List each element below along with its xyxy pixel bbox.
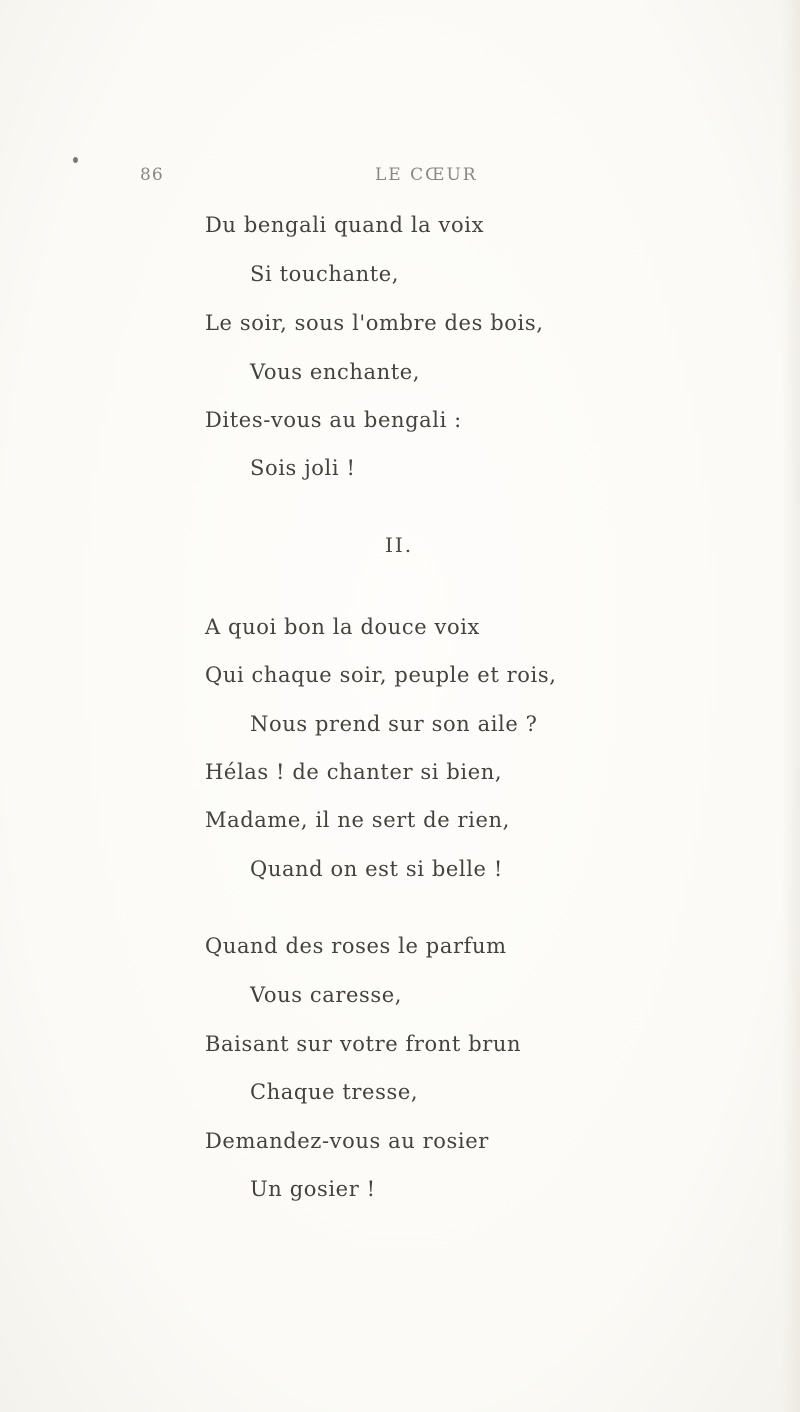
verse-line: Si touchante,	[250, 262, 400, 286]
section-numeral: II.	[385, 533, 414, 557]
verse-line: Dites-vous au bengali :	[205, 408, 462, 432]
verse-line: Qui chaque soir, peuple et rois,	[205, 663, 557, 687]
verse-line: Baisant sur votre front brun	[205, 1032, 522, 1056]
verse-line: A quoi bon la douce voix	[205, 615, 480, 639]
page-number: 86	[140, 165, 164, 185]
ink-speck	[73, 157, 78, 163]
verse-line: Chaque tresse,	[250, 1080, 419, 1104]
verse-line: Nous prend sur son aile ?	[250, 712, 538, 736]
verse-line: Du bengali quand la voix	[205, 213, 485, 237]
verse-line: Vous caresse,	[250, 983, 403, 1007]
verse-line: Madame, il ne sert de rien,	[205, 808, 510, 832]
verse-line: Hélas ! de chanter si bien,	[205, 760, 503, 784]
verse-line: Quand on est si belle !	[250, 857, 503, 881]
verse-line: Quand des roses le parfum	[205, 934, 507, 958]
verse-line: Vous enchante,	[250, 360, 421, 384]
verse-line: Sois joli !	[250, 456, 356, 480]
running-title: LE CŒUR	[375, 165, 478, 185]
verse-line: Demandez-vous au rosier	[205, 1129, 489, 1153]
verse-line: Le soir, sous l'ombre des bois,	[205, 311, 544, 335]
verse-line: Un gosier !	[250, 1177, 376, 1201]
page-edge-shadow	[782, 0, 800, 1412]
